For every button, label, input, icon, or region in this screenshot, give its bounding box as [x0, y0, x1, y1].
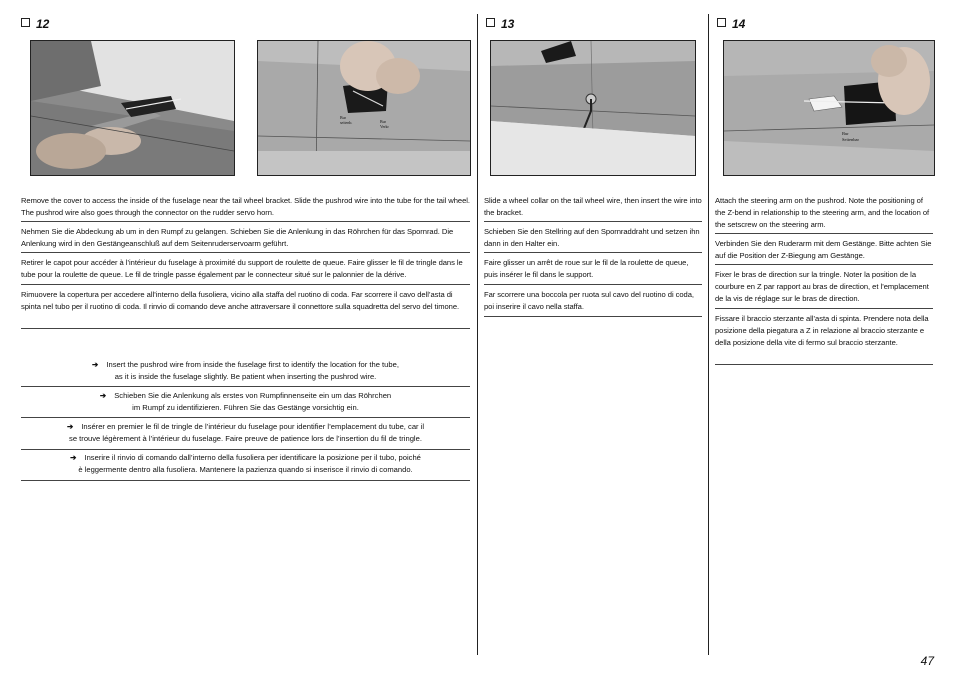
column-divider-left: [477, 14, 478, 655]
step13-text-fr: Faire glisser un arrêt de roue sur le fil de la roulette de queue, puis insérer le fil dans le support.: [484, 258, 689, 279]
step14-text-en: Attach the steering arm on the pushrod. Note the positioning of the Z-bend in relationship to the steering arm, and the location of the setscrew on the steering arm.: [715, 196, 930, 229]
photo-step14-steering-arm: [723, 40, 935, 176]
divider: [715, 264, 933, 265]
divider: [21, 386, 470, 387]
divider: [21, 284, 470, 285]
photo-step13-tail-wheel-wire: [490, 40, 696, 176]
tip-en: ➔ Insert the pushrod wire from inside the fuselage first to identify the location for the tube, as it is inside the fuselage slightly. Be patient when inserting the pushrod wire.: [92, 360, 399, 381]
divider: [715, 364, 933, 365]
divider: [21, 449, 470, 450]
step-13-header: 13: [486, 17, 514, 31]
divider: [21, 480, 470, 481]
divider: [21, 417, 470, 418]
divider: [715, 233, 933, 234]
step14-text-de: Verbinden Sie den Ruderarm mit dem Gestänge. Bitte achten Sie auf die Position der Z-Biegung am Gestänge.: [715, 239, 932, 260]
step14-text-fr: Fixer le bras de direction sur la tringle. Noter la position de la courbure en Z par rapport au bras de direction, et l’emplacement de la vis de réglage sur le bras de direction.: [715, 270, 929, 303]
step13-text-de: Schieben Sie den Stellring auf den Spornraddraht und setzen ihn dann in den Halter ein.: [484, 227, 700, 248]
checkbox-icon: [486, 18, 495, 27]
arrow-icon: ➔: [70, 453, 77, 462]
divider: [484, 252, 702, 253]
divider: [21, 252, 470, 253]
arrow-icon: ➔: [99, 391, 107, 400]
divider: [715, 308, 933, 309]
divider: [484, 284, 702, 285]
photo-label: Bur Verkr: [380, 119, 389, 129]
step-14-header: 14: [717, 17, 745, 31]
step12-text-fr: Retirer le capot pour accéder à l’intérieur du fuselage à proximité du support de roulette de queue. Faire glisser le fil de tringle dans le tube pour la roulette de queue. Le fil de tringle passe également par le connecteur situé sur le palonnier de la dérive.: [21, 258, 463, 279]
page-number: 47: [920, 654, 934, 668]
photo-step12-pushrod-insert: [257, 40, 471, 176]
step13-text-en: Slide a wheel collar on the tail wheel wire, then insert the wire into the bracket.: [484, 196, 702, 217]
step12-text-it: Rimuovere la copertura per accedere all’interno della fusoliera, vicino alla staffa del ruotino di coda. Far scorrere il cavo dell’asta di spinta nel tubo per il ruotino di coda. Il rinvio di comando deve anche attraversare il connettore sulla squadretta del servo del timone.: [21, 290, 460, 311]
photo-label: Bur Seitenbar: [842, 131, 859, 142]
divider: [484, 221, 702, 222]
checkbox-icon: [21, 18, 30, 27]
divider: [21, 328, 470, 329]
step13-text-it: Far scorrere una boccola per ruota sul cavo del ruotino di coda, poi inserire il cavo nella staffa.: [484, 290, 694, 311]
column-divider-right: [708, 14, 709, 655]
step12-text-de: Nehmen Sie die Abdeckung ab um in den Rumpf zu gelangen. Schieben Sie die Anlenkung in das Röhrchen für das Spornrad. Die Anlenkung wird in den Gestängeanschluß auf dem Seitenruderservoarm geführt.: [21, 227, 454, 248]
arrow-icon: ➔: [92, 360, 99, 369]
step-12-header: 12: [21, 17, 49, 31]
tip-fr: ➔ Insérer en premier le fil de tringle de l’intérieur du fuselage pour identifier l’emplacement du tube, car il se trouve légèrement à l’intérieur du fuselage. Faire preuve de patience lors de l’insertion du fil de tringle.: [66, 422, 425, 443]
checkbox-icon: [717, 18, 726, 27]
divider: [21, 221, 470, 222]
divider: [484, 316, 702, 317]
photo-step12-cover-removed: [30, 40, 235, 176]
step12-text-en: Remove the cover to access the inside of the fuselage near the tail wheel bracket. Slide the pushrod wire into the tube for the tail wheel. The pushrod wire also goes through the connector on the rudder servo horn.: [21, 196, 470, 217]
arrow-icon: ➔: [66, 422, 74, 431]
tip-de: ➔ Schieben Sie die Anlenkung als erstes von Rumpfinnenseite ein um das Röhrchen im Rumpf zu identifizieren. Führen Sie das Gestänge vorsichtig ein.: [99, 391, 392, 412]
photo-label: Bur seitenb.: [340, 115, 353, 125]
step14-text-it: Fissare il braccio sterzante all’asta di spinta. Prendere nota della posizione della piegatura a Z in relazione al braccio sterzante e della posizione della vite di fermo sul braccio sterzante.: [715, 314, 929, 347]
tip-it: ➔ Inserire il rinvio di comando dall’interno della fusoliera per identificare la posizione per il tubo, poiché è leggermente dentro alla fusoliera. Mantenere la pazienza quando si inserisce il rinvio di comando.: [70, 453, 421, 474]
